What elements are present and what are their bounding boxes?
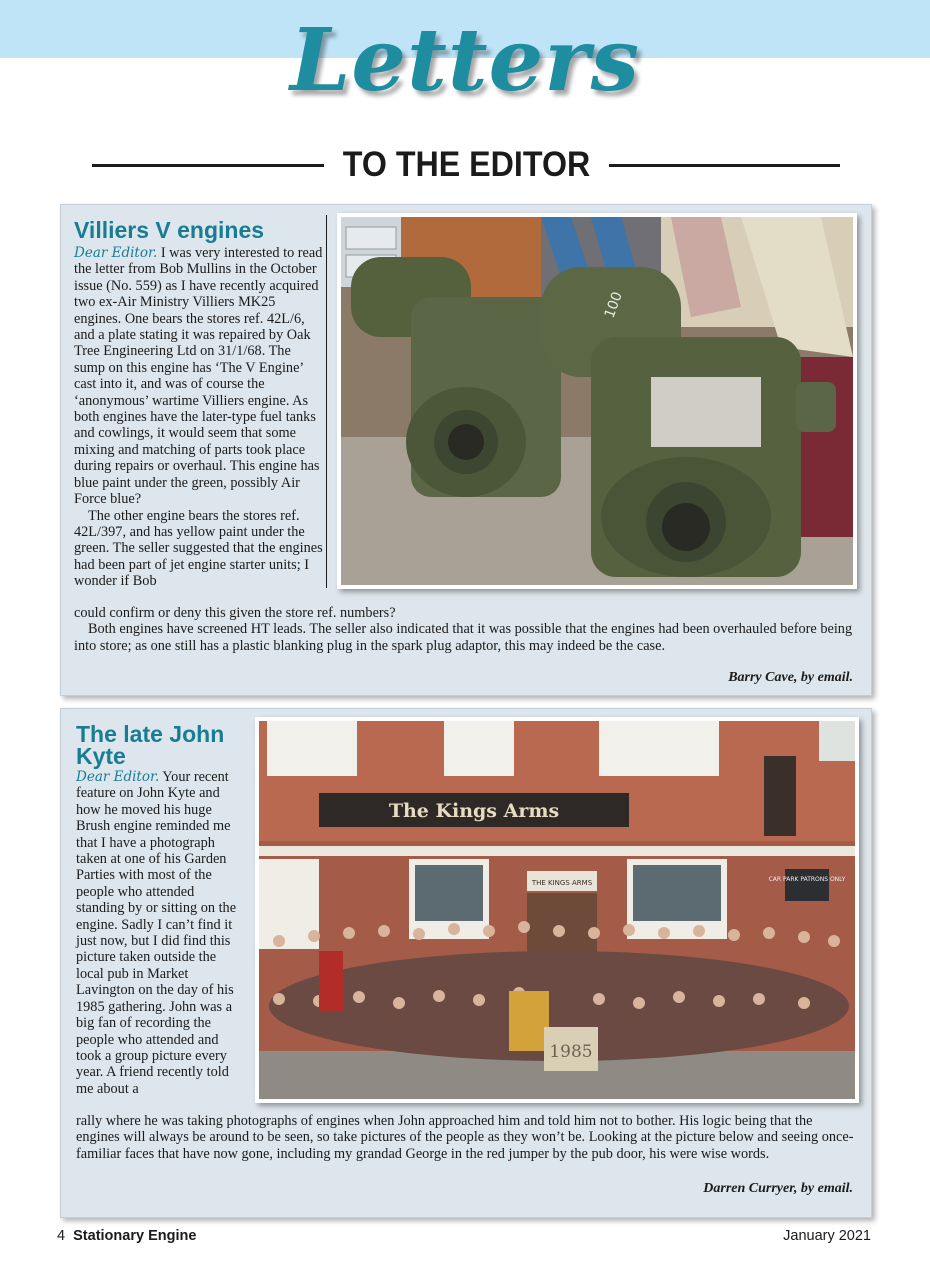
year-board-text: 1985 bbox=[549, 1042, 593, 1062]
footer-left bbox=[57, 1228, 196, 1244]
page-footer bbox=[57, 1226, 871, 1246]
pub-group-photo bbox=[255, 717, 859, 1103]
subtitle-row bbox=[92, 145, 840, 185]
pub-sign-text: The Kings Arms bbox=[388, 800, 560, 822]
page-subtitle: TO THE EDITOR bbox=[342, 145, 590, 184]
letter-headline: The late John Kyte bbox=[76, 721, 225, 769]
letter-paragraph: could confirm or deny this given the store ref. numbers? bbox=[74, 605, 396, 621]
magazine-name: Stationary Engine bbox=[73, 1228, 197, 1244]
letter-signature: Barry Cave, by email. bbox=[728, 670, 853, 685]
door-sign-text: THE KINGS ARMS bbox=[531, 879, 593, 887]
letter-paragraph: The other engine bears the stores ref. 42L/397, and has yellow paint under the green. The seller suggested that the engines had been part of jet engine starter units; I wonder if Bob bbox=[74, 507, 323, 590]
issue-date: January 2021 bbox=[783, 1228, 871, 1244]
letter-paragraph: Both engines have screened HT leads. The seller also indicated that it was possible that the engines had been overhauled before being into store; as one still has a plastic blanking plug in the spark plug adaptor, this may indeed be the case. bbox=[74, 621, 853, 654]
letter-salutation: Dear Editor. bbox=[76, 769, 160, 785]
letter-paragraph: Your recent feature on John Kyte and how he moved his huge Brush engine reminded me that I have a photograph taken at one of his Garden Parties with most of the people who attended standing by or sitting on the engine. Sadly I can’t find it just now, but I did find this picture taken outside the local pub in Market Lavington on the day of his 1985 gathering. John was a big fan of recording the people who attended and took a group picture every year. A friend recently told me about a bbox=[76, 769, 237, 1097]
engines-photo bbox=[337, 213, 857, 589]
subtitle-rule-right bbox=[609, 164, 841, 167]
letter-headline: Villiers V engines bbox=[74, 217, 265, 243]
page-number: 4 bbox=[57, 1228, 66, 1244]
letter-salutation: Dear Editor. bbox=[74, 245, 158, 261]
letter-villiers-v-engines bbox=[60, 204, 872, 696]
letter-body-full bbox=[74, 605, 854, 654]
engine-label-text: 100 bbox=[601, 289, 626, 321]
subtitle-rule-left bbox=[92, 164, 324, 167]
column-divider bbox=[326, 215, 327, 588]
letter-body-column bbox=[76, 769, 246, 1097]
pub-group-photo-image bbox=[259, 721, 855, 1099]
letter-signature: Darren Curryer, by email. bbox=[703, 1181, 853, 1196]
letter-paragraph: rally where he was taking photographs of engines when John approached him and told him not to bother. His logic being that the engines will always be around to be seen, so take pictures of the people as they won’t be. Looking at the picture below and seeing once-familiar faces that have now gone, including my grandad George in the red jumper by the pub door, his were wise words. bbox=[76, 1113, 854, 1162]
letter-john-kyte bbox=[60, 708, 872, 1218]
letter-body-column bbox=[74, 245, 324, 590]
letters-script-title: Letters bbox=[289, 10, 641, 111]
car-park-sign-text: CAR PARK PATRONS ONLY bbox=[768, 876, 846, 883]
letter-paragraph: I was very interested to read the letter from Bob Mullins in the October issue (No. 559) as I have recently acquired two ex-Air Ministry Villiers MK25 engines. One bears the stores ref. 42L/6, and a plate stating it was repaired by Oak Tree Engineering Ltd on 31/1/68. The sump on this engine has ‘The V Engine’ cast into it, and was of course the ‘anonymous’ wartime Villiers engine. As both engines have the later-type fuel tanks and cowlings, it would seem that some mixing and matching of parts took place during repairs or overhaul. This engine has blue paint under the green, possibly Air Force blue? bbox=[74, 245, 323, 508]
engines-photo-image bbox=[341, 217, 853, 585]
letter-body-full bbox=[76, 1113, 856, 1162]
